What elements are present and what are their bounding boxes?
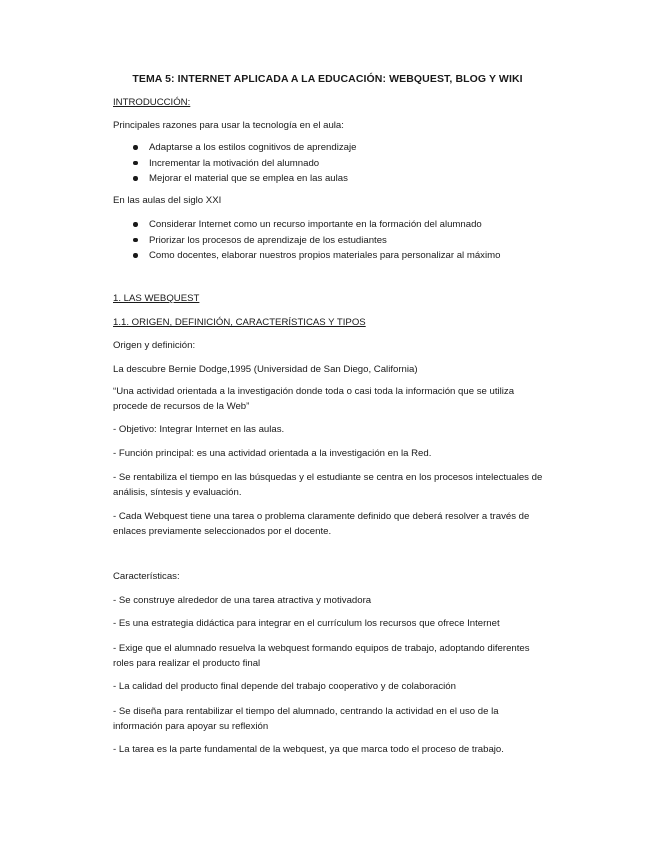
bullet-icon [133,176,138,181]
section-heading: 1. LAS WEBQUEST [113,293,200,304]
feature-item: - Se diseña para rentabilizar el tiempo del alumnado, centrando la actividad en el uso de la información para apoyar su reflexión [113,706,499,732]
subsection-heading: 1.1. ORIGEN, DEFINICIÓN, CARACTERÍSTICAS Y TIPOS [113,317,366,328]
bullet-icon [133,222,138,227]
feature-item: - Exige que el alumnado resuelva la webquest formando equipos de trabajo, adoptando diferentes roles para realizar el producto final [113,643,530,669]
bullet-icon [133,253,138,258]
feature-item: - Es una estrategia didáctica para integrar en el currículum los recursos que ofrece Internet [113,618,500,629]
list-item: Incrementar la motivación del alumnado [113,156,356,172]
list-item: Mejorar el material que se emplea en las aulas [113,171,356,187]
document-title: TEMA 5: INTERNET APLICADA A LA EDUCACIÓN: WEBQUEST, BLOG Y WIKI [132,73,523,85]
feature-item: - La calidad del producto final depende del trabajo cooperativo y de colaboración [113,681,456,692]
function-text: - Función principal: es una actividad orientada a la investigación en la Red. [113,448,432,459]
intro-lead2: En las aulas del siglo XXI [113,195,222,206]
task-text: - Cada Webquest tiene una tarea o problema claramente definido que deberá resolver a través de enlaces previamente seleccionados por el docente. [113,511,530,537]
bullet-icon [133,161,138,166]
list-item: Priorizar los procesos de aprendizaje de los estudiantes [113,233,500,249]
time-text: - Se rentabiliza el tiempo en las búsquedas y el estudiante se centra en los procesos intelectuales de análisis, síntesis y evaluación. [113,472,543,498]
feature-item: - Se construye alrededor de una tarea atractiva y motivadora [113,595,372,606]
bullet-icon [133,145,138,150]
list-item: Como docentes, elaborar nuestros propios materiales para personalizar al máximo [113,248,500,264]
objective-text: - Objetivo: Integrar Internet en las aulas. [113,424,285,435]
reasons-list [113,140,356,187]
origin-text: La descubre Bernie Dodge,1995 (Universidad de San Diego, California) [113,364,418,375]
origin-label: Origen y definición: [113,340,196,351]
list-item: Considerar Internet como un recurso importante en la formación del alumnado [113,217,500,233]
intro-heading: INTRODUCCIÓN: [113,97,191,108]
list-item: Adaptarse a los estilos cognitivos de aprendizaje [113,140,356,156]
feature-item: - La tarea es la parte fundamental de la webquest, ya que marca todo el proceso de trabajo. [113,744,504,755]
century-list [113,217,500,264]
intro-lead: Principales razones para usar la tecnología en el aula: [113,120,344,131]
features-label: Características: [113,571,180,582]
definition-quote: “Una actividad orientada a la investigación donde toda o casi toda la información que se utiliza procede de recursos de la Web” [113,386,515,412]
bullet-icon [133,238,138,243]
